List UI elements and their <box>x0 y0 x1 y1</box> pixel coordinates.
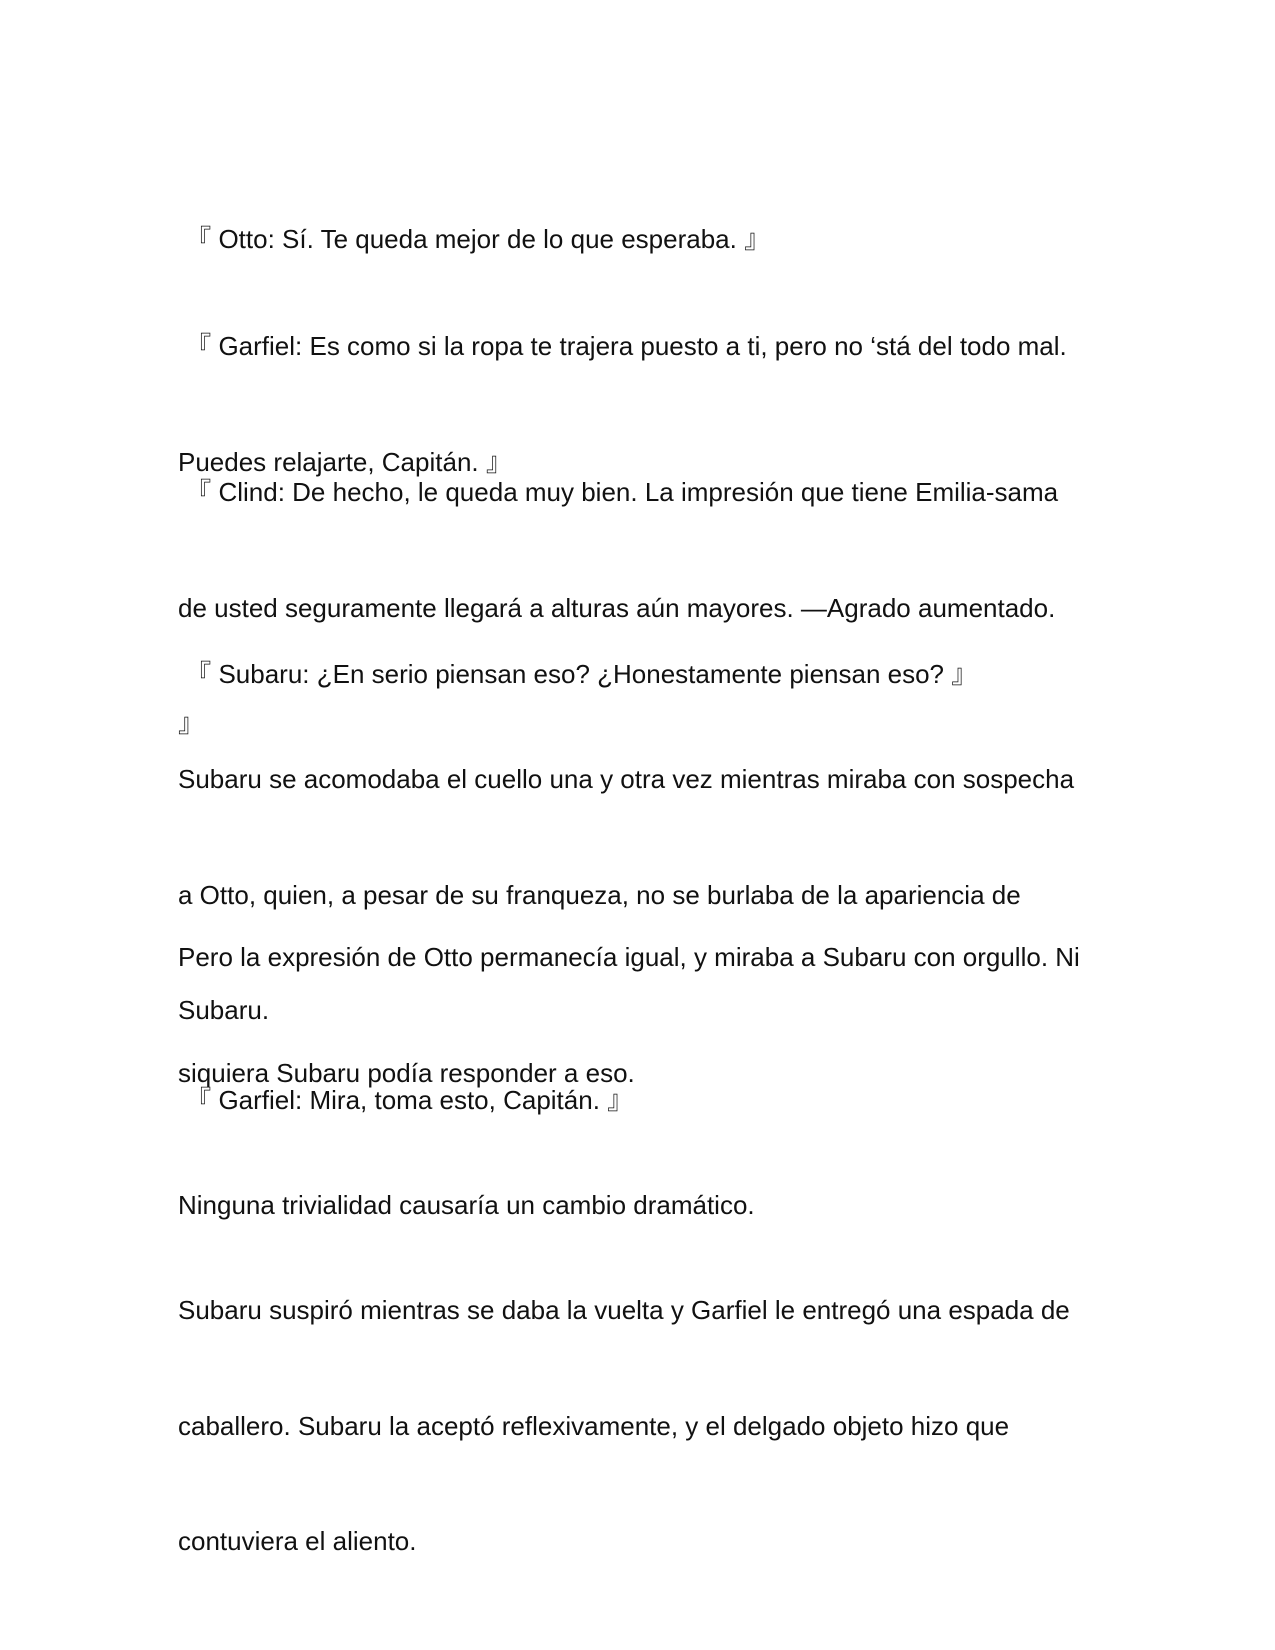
text-line: Subaru se acomodaba el cuello una y otra vez mientras miraba con sospecha <box>178 764 1075 794</box>
text-line: 『 Garfiel: Es como si la ropa te trajera puesto a ti, pero no ‘stá del todo mal. <box>178 331 1067 361</box>
text-line: 』 <box>178 708 205 738</box>
text-line: Pero la expresión de Otto permanecía igual, y miraba a Subaru con orgullo. Ni <box>178 942 1080 972</box>
text-line: 『 Clind: De hecho, le queda muy bien. La impresión que tiene Emilia-sama <box>178 477 1059 507</box>
text-line: contuviera el aliento. <box>178 1526 417 1556</box>
paragraph-narration <box>178 1214 1108 1638</box>
text-line: Ninguna trivialidad causaría un cambio dramático. <box>178 1190 755 1220</box>
text-line: Puedes relajarte, Capitán. 』 <box>178 446 512 477</box>
text-line: Subaru. <box>178 995 270 1025</box>
text-line: siquiera Subaru podía responder a eso. <box>178 1057 635 1088</box>
text-line: caballero. Subaru la aceptó reflexivamente, y el delgado objeto hizo que <box>178 1410 1010 1441</box>
text-line: Subaru suspiró mientras se daba la vuelta y Garfiel le entregó una espada de <box>178 1295 1070 1325</box>
text-line: 『 Subaru: ¿En serio piensan eso? ¿Honestamente piensan eso? 』 <box>178 659 978 689</box>
text-line: 『 Garfiel: Mira, toma esto, Capitán. 』 <box>178 1085 634 1115</box>
text-line: a Otto, quien, a pesar de su franqueza, no se burlaba de la apariencia de <box>178 879 1021 910</box>
text-line: 『 Otto: Sí. Te queda mejor de lo que esperaba. 』 <box>178 224 771 254</box>
text-line: de usted seguramente llegará a alturas aún mayores. —Agrado aumentado. <box>178 592 1056 623</box>
